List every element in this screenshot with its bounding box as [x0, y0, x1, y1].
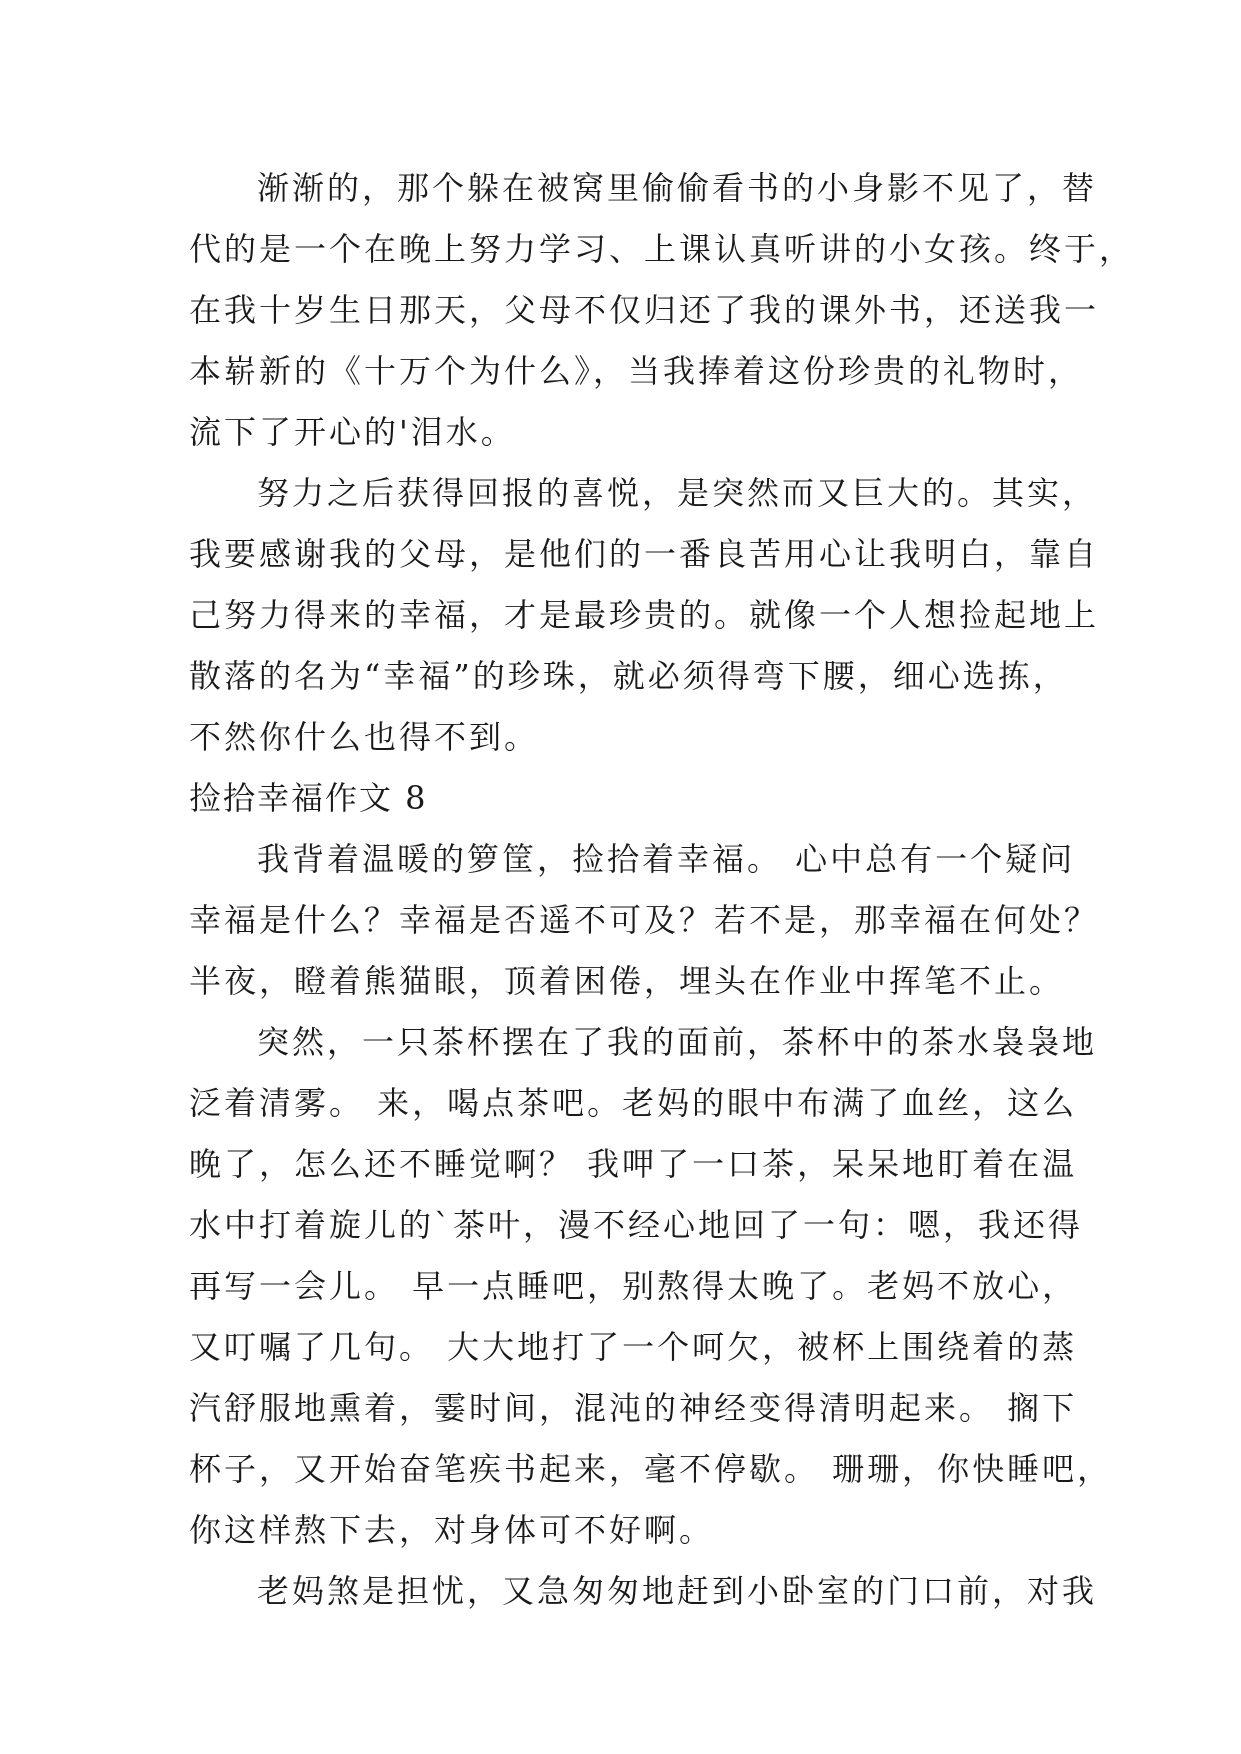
paragraph — [189, 463, 1100, 768]
text-line: 本崭新的《十万个为什么》，当我捧着这份珍贵的礼物时， — [189, 352, 1084, 390]
text-line: 渐渐的，那个躲在被窝里偷偷看书的小身影不见了，替 — [257, 169, 1098, 207]
paragraph — [189, 829, 1100, 1012]
section-heading: 捡拾幸福作文 8 — [189, 779, 428, 817]
text-line: 你这样熬下去，对身体可不好啊。 — [189, 1511, 715, 1549]
text-line: 己努力得来的幸福，才是最珍贵的。就像一个人想捡起地上 — [189, 596, 1100, 634]
text-line: 再写一会儿。 早一点睡吧，别熬得太晚了。老妈不放心， — [189, 1267, 1078, 1305]
text-line: 不然你什么也得不到。 — [189, 718, 540, 756]
text-line: 半夜，瞪着熊猫眼，顶着困倦，埋头在作业中挥笔不止。 — [189, 962, 1065, 1000]
document-body — [189, 158, 1135, 1622]
text-line: 我背着温暖的箩筐，捡拾着幸福。 心中总有一个疑问 — [257, 840, 1076, 878]
text-line: 老妈煞是担忧，又急匆匆地赶到小卧室的门口前，对我 — [257, 1572, 1098, 1610]
paragraph — [189, 1012, 1113, 1561]
text-line: 散落的名为“幸福”的珍珠，就必须得弯下腰，细心选拣， — [189, 657, 1068, 695]
text-line: 幸福是什么？幸福是否遥不可及？若不是，那幸福在何处？ — [189, 901, 1100, 939]
text-line: 努力之后获得回报的喜悦，是突然而又巨大的。其实， — [257, 474, 1098, 512]
text-line: 汽舒服地熏着，霎时间，混沌的神经变得清明起来。 搁下 — [189, 1389, 1078, 1427]
paragraph — [189, 1561, 1098, 1622]
text-line: 泛着清雾。 来，喝点茶吧。老妈的眼中布满了血丝，这么 — [189, 1084, 1078, 1122]
text-line: 又叮嘱了几句。 大大地打了一个呵欠，被杯上围绕着的蒸 — [189, 1328, 1078, 1366]
text-line: 突然，一只茶杯摆在了我的面前，茶杯中的茶水袅袅地 — [257, 1023, 1098, 1061]
text-line: 在我十岁生日那天，父母不仅归还了我的课外书，还送我一 — [189, 291, 1100, 329]
text-line: 流下了开心的'泪水。 — [189, 413, 516, 451]
text-line: 代的是一个在晚上努力学习、上课认真听讲的小女孩。终于， — [189, 230, 1135, 268]
text-line: 我要感谢我的父母，是他们的一番良苦用心让我明白，靠自 — [189, 535, 1100, 573]
paragraph — [189, 158, 1135, 463]
text-line: 晚了，怎么还不睡觉啊？ 我呷了一口茶，呆呆地盯着在温 — [189, 1145, 1078, 1183]
text-line: 水中打着旋儿的`茶叶，漫不经心地回了一句：嗯，我还得 — [189, 1206, 1084, 1244]
text-line: 杯子，又开始奋笔疾书起来，毫不停歇。 珊珊，你快睡吧， — [189, 1450, 1113, 1488]
